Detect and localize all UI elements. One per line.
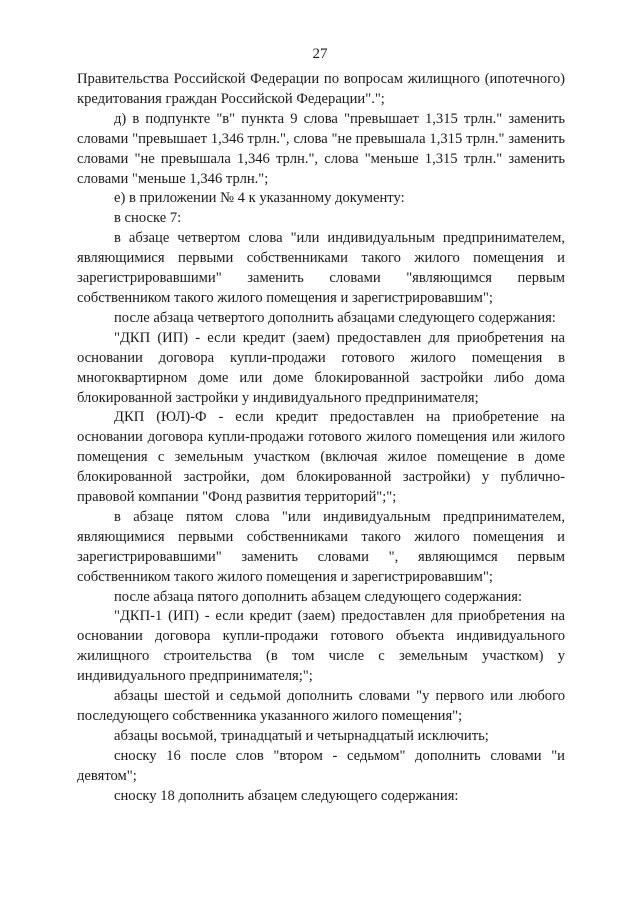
paragraph-item-d: д) в подпункте "в" пункта 9 слова "превышает 1,315 трлн." заменить словами "превышает 1,346 трлн.", слова "не превышала 1,315 трлн." заменить словами "не превышала 1,346 трлн.", слова "меньше 1,315 трлн." заменить словами "меньше 1,346 трлн."; (77, 110, 565, 187)
document-body (77, 70, 565, 807)
paragraph-dkp-ul-f: ДКП (ЮЛ)-Ф - если кредит предоставлен на приобретение на основании договора купли-продажи готового жилого помещения или жилого помещения с земельным участком (включая жилое помещение в доме блокированной застройки, дом блокированной застройки) у публично-правовой компании "Фонд развития территорий";"; (77, 409, 565, 506)
page-number: 27 (312, 46, 328, 62)
paragraph-fifth-abzac: в абзаце пятом слова "или индивидуальным предпринимателем, являющимися первыми собственниками такого жилого помещения и зарегистрировавшими" заменить словами ", являющимся первым собственником такого жилого помещения и зарегистрировавшим"; (77, 508, 565, 585)
paragraph-exclude: абзацы восьмой, тринадцатый и четырнадцатый исключить; (114, 727, 489, 744)
paragraph-fourth-abzac: в абзаце четвертом слова "или индивидуальным предпринимателем, являющимися первыми собственниками такого жилого помещения и зарегистрировавшими" заменить словами "являющимся первым собственником такого жилого помещения и зарегистрировавшим"; (77, 230, 565, 306)
paragraph-footnote-7: в сноске 7: (114, 210, 182, 227)
paragraph-continuation: Правительства Российской Федерации по вопросам жилищного (ипотечного) кредитования граждан Российской Федерации"."; (77, 71, 565, 107)
paragraph-item-e: е) в приложении № 4 к указанному документу: (114, 190, 405, 207)
paragraph-footnote-16: сноску 16 после слов "втором - седьмом" дополнить словами "и девятом"; (77, 747, 565, 784)
paragraph-footnote-18: сноску 18 дополнить абзацем следующего содержания: (114, 787, 459, 804)
paragraph-dkp1-ip: "ДКП-1 (ИП) - если кредит (заем) предоставлен для приобретения на основании договора купли-продажи готового объекта индивидуального жилищного строительства (в том числе с земельным участком) у индивидуального предпринимателя;"; (77, 608, 565, 685)
paragraph-after-fourth: после абзаца четвертого дополнить абзацами следующего содержания: (114, 309, 556, 326)
paragraph-dkp-ip: "ДКП (ИП) - если кредит (заем) предоставлен для приобретения на основании договора купли-продажи готового жилого помещения в многоквартирном доме или доме блокированной застройки либо дома блокированной застройки у индивидуального предпринимателя; (77, 329, 565, 406)
paragraph-after-fifth: после абзаца пятого дополнить абзацем следующего содержания: (114, 588, 522, 605)
paragraph-sixth-seventh: абзацы шестой и седьмой дополнить словами "у первого или любого последующего собственника указанного жилого помещения"; (77, 688, 565, 724)
